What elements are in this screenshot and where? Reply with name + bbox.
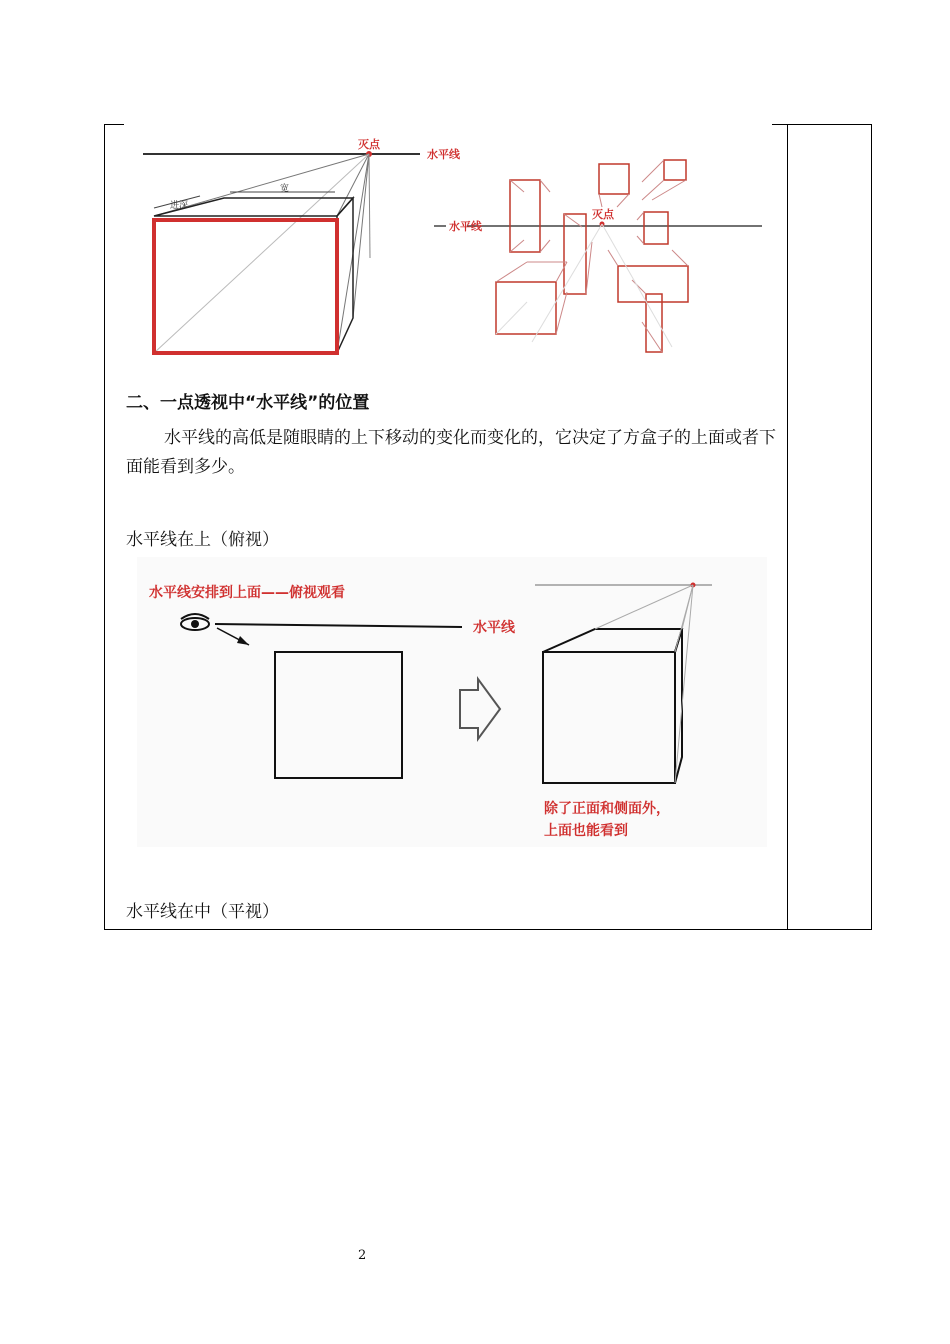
table-top-border-right [772, 124, 787, 125]
caption-horizon-middle: 水平线在中（平视） [126, 902, 279, 922]
horizon-label: 水平线 [427, 148, 460, 161]
width-label: 宽 [280, 184, 290, 194]
horizon-top-figure [137, 557, 767, 847]
page-number: 2 [358, 1248, 367, 1263]
one-point-perspective-box-figure [140, 138, 480, 364]
table-top-border-left [104, 124, 124, 125]
horizon-label: 水平线 [449, 220, 482, 233]
vanishing-point-label: 灭点 [592, 208, 614, 221]
table-cell-side [787, 124, 872, 930]
multiple-boxes-perspective-figure [432, 152, 767, 358]
vanishing-point-label: 灭点 [358, 138, 380, 151]
caption-horizon-top: 水平线在上（俯视） [126, 530, 279, 550]
depth-label: 进深 [170, 201, 189, 211]
figure-title: 水平线安排到上面——俯视观看 [149, 585, 345, 601]
section-paragraph: 水平线的高低是随眼睛的上下移动的变化而变化的，它决定了方盒子的上面或者下面能看到多少。 [126, 428, 776, 477]
section-heading: 二、一点透视中“水平线”的位置 [126, 393, 370, 413]
note-line-2: 上面也能看到 [544, 823, 628, 839]
note-line-1: 除了正面和侧面外， [544, 801, 670, 817]
horizon-label: 水平线 [473, 620, 515, 636]
